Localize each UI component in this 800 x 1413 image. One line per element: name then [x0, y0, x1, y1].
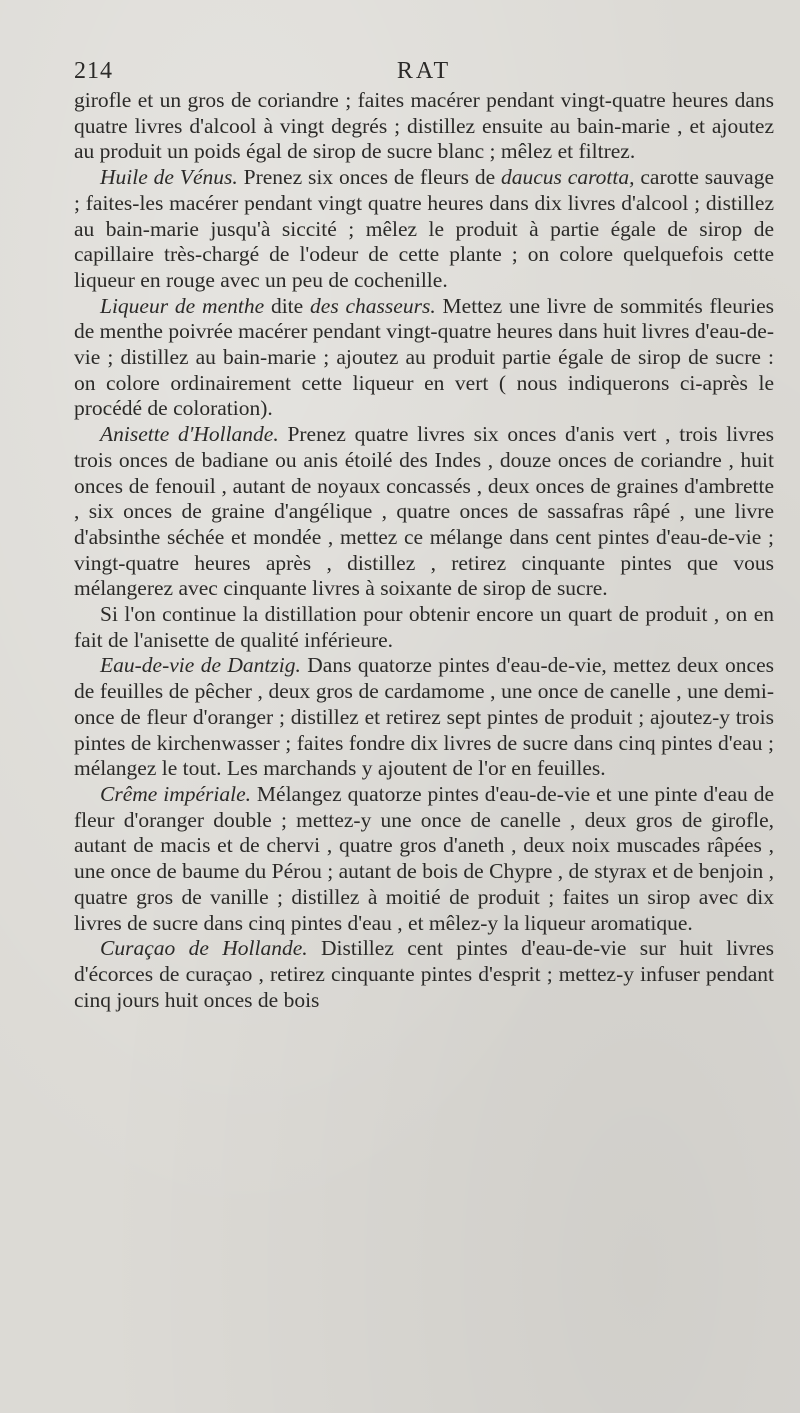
- paragraph-curacao: [74, 936, 774, 1013]
- paragraph-anisette-suite: [74, 602, 774, 653]
- paragraph-text: girofle et un gros de coriandre ; faites macérer pendant vingt-quatre heures dans quatre livres d'alcool à vingt degrés ; distillez ensuite au bain-marie , et ajoutez au produit un poids égal de sirop de sucre blanc ; mêlez et filtrez.: [74, 88, 774, 164]
- paragraph-text: Mettez une livre de sommités fleuries de menthe poivrée macérer pendant vingt-quatre heures dans huit livres d'eau-de-vie ; distillez au bain-marie ; ajoutez au produit partie égale de sirop de sucre : on colore ordinairement cette liqueur en vert ( nous indiquerons ci-après le procédé de coloration).: [74, 293, 774, 421]
- paragraph-text: Mélangez quatorze pintes d'eau-de-vie et une pinte d'eau de fleur d'oranger double ; mettez-y une once de canelle , deux gros de girofle, autant de macis et de chervi , quatre gros d'aneth , deux noix muscades râpées , une once de baume du Pérou ; autant de bois de Chypre , de styrax et de benjoin , quatre gros de vanille ; distillez à moitié de produit ; faites un sirop avec dix livres de sucre dans cinq pintes d'eau , et mêlez-y la liqueur aromatique.: [74, 781, 774, 935]
- paragraph-intro: [74, 88, 774, 165]
- running-head: RAT: [396, 58, 452, 84]
- paragraph-text: Distillez cent pintes d'eau-de-vie sur huit livres d'écorces de curaçao , retirez cinquante pintes d'esprit ; mettez-y infuser pendant cinq jours huit onces de bois: [74, 936, 774, 1012]
- paragraph-text: Dans quatorze pintes d'eau-de-vie, mettez deux onces de feuilles de pêcher , deux gros de cardamome , une once de canelle , une demi-once de fleur d'oranger ; distillez et retirez sept pintes de produit ; ajoutez-y trois pintes de kirchenwasser ; faites fondre dix livres de sucre dans cinq pintes d'eau ; mélangez le tout. Les marchands y ajoutent de l'or en feuilles.: [74, 653, 775, 781]
- recipe-title: Crême impériale.: [100, 781, 252, 806]
- paragraph-anisette: [74, 422, 774, 602]
- recipe-title: Anisette d'Hollande.: [100, 422, 279, 447]
- paragraph-creme-imperiale: [74, 782, 774, 936]
- recipe-title: Eau-de-vie de Dantzig.: [100, 653, 301, 678]
- paragraph-huile-de-venus: [74, 165, 774, 294]
- latin-name: daucus carotta,: [501, 165, 635, 190]
- page-number: 214: [74, 58, 113, 84]
- recipe-title: Huile de Vénus.: [100, 165, 238, 190]
- recipe-title: Curaçao de Hollande.: [100, 936, 308, 961]
- body-text: [74, 88, 774, 1013]
- paragraph-text: Si l'on continue la distillation pour obtenir encore un quart de produit , on en fait de l'anisette de qualité inférieure.: [74, 602, 774, 652]
- paragraph-text: dite: [264, 293, 311, 318]
- recipe-subtitle: des chasseurs.: [310, 293, 436, 318]
- page-header: [74, 58, 774, 90]
- paragraph-eau-de-vie-dantzig: [74, 653, 774, 782]
- paragraph-text: carotte sauvage ; faites-les macérer pendant vingt quatre heures dans dix livres d'alcool ; distillez au bain-marie jusqu'à siccité ; mêlez le produit à partie égale de sirop de capillaire très-chargé de l'odeur de cette plante ; on colore quelquefois cette liqueur en rouge avec un peu de cochenille.: [74, 165, 774, 292]
- recipe-title: Liqueur de menthe: [100, 293, 265, 318]
- paragraph-text: Prenez six onces de fleurs de: [237, 165, 502, 190]
- paragraph-liqueur-de-menthe: [74, 294, 774, 423]
- paragraph-text: Prenez quatre livres six onces d'anis vert , trois livres trois onces de badiane ou anis étoilé des Indes , douze onces de coriandre , huit onces de fenouil , autant de noyaux concassés , deux onces de graines d'ambrette , six onces de graine d'angélique , quatre onces de sassafras râpé , une livre d'absinthe séchée et mondée , mettez ce mélange dans cent pintes d'eau-de-vie ; vingt-quatre heures après , distillez , retirez cinquante pintes que vous mélangerez avec cinquante livres à soixante de sirop de sucre.: [74, 422, 774, 601]
